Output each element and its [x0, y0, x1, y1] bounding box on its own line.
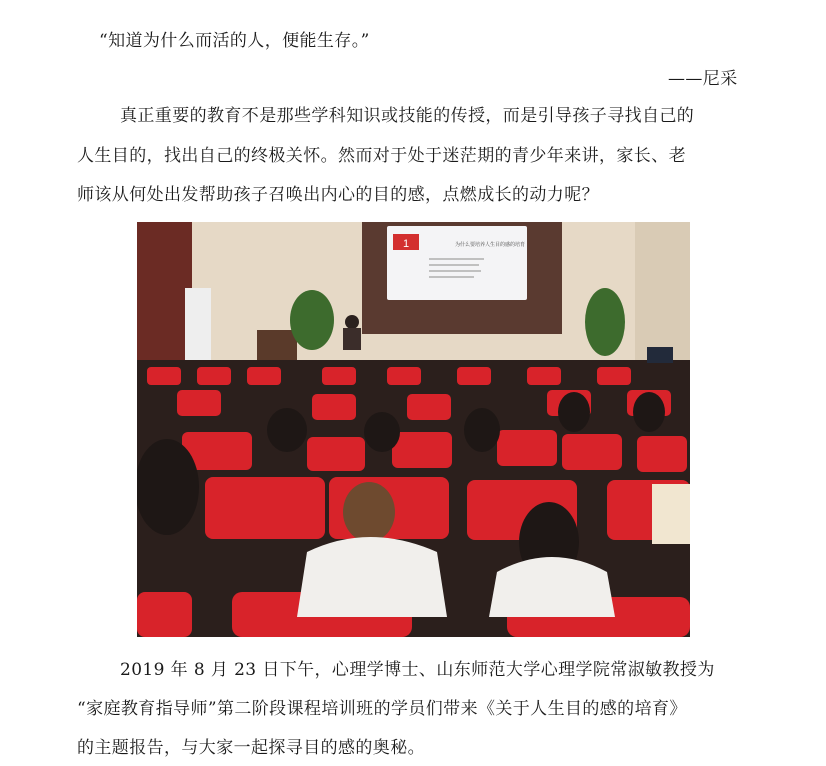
quote-text: “知道为什么而活的人，便能生存。”: [99, 31, 370, 51]
tote-bag: [652, 484, 690, 544]
intro-line-1: 真正重要的教育不是那些学科知识或技能的传授，而是引导孩子寻找自己的: [120, 106, 695, 126]
report-line-3: 的主题报告，与大家一起探寻目的感的奥秘。: [77, 738, 425, 758]
report-line-1: 2019 年 8 月 23 日下午，心理学博士、山东师范大学心理学院常淑敏教授为: [120, 660, 715, 680]
attendee-hair: [343, 482, 395, 542]
lecture-hall-illustration: [137, 222, 690, 637]
air-conditioner: [185, 288, 211, 360]
quote-author: ——尼采: [668, 69, 738, 89]
lecture-hall-photo: [137, 222, 690, 637]
slide-title: 为什么要培养人生目的感的培育: [455, 242, 526, 248]
attendee-shirt: [297, 537, 447, 617]
slide-number: 1: [402, 238, 410, 250]
intro-line-2: 人生目的，找出自己的终极关怀。然而对于处于迷茫期的青少年来讲，家长、老: [77, 146, 686, 166]
intro-line-3: 师该从何处出发帮助孩子召唤出内心的目的感，点燃成长的动力呢？: [77, 185, 599, 205]
report-line-2: “家庭教育指导师”第二阶段课程培训班的学员们带来《关于人生目的感的培育》: [77, 699, 687, 719]
laptop: [647, 347, 673, 363]
